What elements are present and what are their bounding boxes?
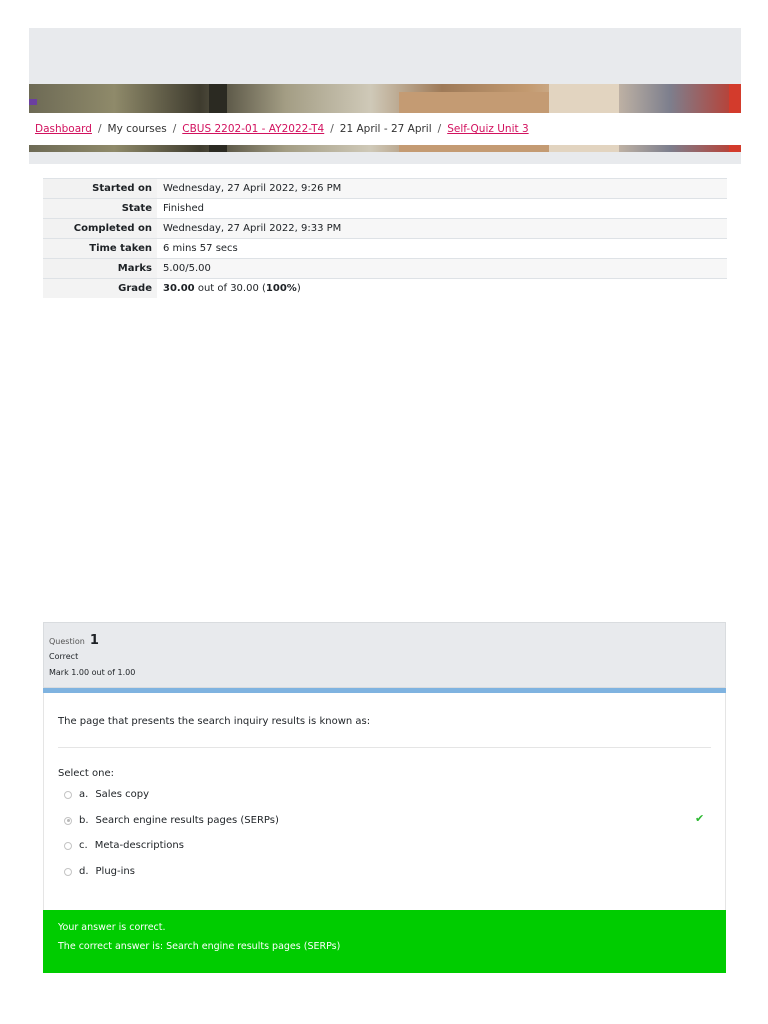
option-letter: b. [79, 815, 89, 826]
answer-option-b[interactable] [64, 815, 279, 826]
breadcrumb-dashboard[interactable]: Dashboard [35, 123, 92, 135]
question-mark: Mark 1.00 out of 1.00 [49, 668, 136, 677]
answer-option-d[interactable] [64, 866, 135, 877]
grade-score: 30.00 [163, 283, 195, 294]
summary-value: Wednesday, 27 April 2022, 9:26 PM [157, 179, 727, 199]
radio-d[interactable] [64, 868, 72, 876]
question-number-label: Question [49, 637, 85, 646]
question-number: 1 [89, 633, 99, 648]
breadcrumb-course[interactable]: CBUS 2202-01 - AY2022-T4 [182, 123, 325, 135]
summary-value: 6 mins 57 secs [157, 239, 727, 259]
question-info [43, 622, 726, 688]
grade-percent: 100% [265, 283, 297, 294]
answer-feedback [43, 910, 726, 973]
summary-label: Completed on [43, 219, 157, 239]
summary-value: Finished [157, 199, 727, 219]
option-letter: c. [79, 840, 88, 851]
answer-prompt: Select one: [58, 768, 115, 779]
breadcrumb [29, 113, 741, 145]
grade-out-of: out of 30.00 ( [194, 283, 266, 294]
correct-check-icon: ✔ [695, 812, 705, 825]
option-label: Sales copy [95, 789, 149, 800]
summary-label: Time taken [43, 239, 157, 259]
breadcrumb-separator: / [437, 123, 442, 135]
summary-row-state [43, 199, 727, 219]
feedback-correct-answer: The correct answer is: Search engine results pages (SERPs) [58, 941, 341, 952]
radio-c[interactable] [64, 842, 72, 850]
summary-value: Wednesday, 27 April 2022, 9:33 PM [157, 219, 727, 239]
summary-row-marks [43, 259, 727, 279]
question-divider [58, 747, 711, 748]
answer-option-a[interactable] [64, 789, 149, 800]
option-label: Plug-ins [95, 866, 135, 877]
option-letter: d. [79, 866, 89, 877]
radio-a[interactable] [64, 791, 72, 799]
breadcrumb-my-courses: My courses [107, 123, 167, 135]
option-label: Search engine results pages (SERPs) [95, 815, 279, 826]
breadcrumb-separator: / [172, 123, 177, 135]
summary-value: 5.00/5.00 [157, 259, 727, 279]
breadcrumb-separator: / [97, 123, 102, 135]
option-letter: a. [79, 789, 89, 800]
radio-b[interactable] [64, 817, 72, 825]
summary-label: State [43, 199, 157, 219]
breadcrumb-quiz[interactable]: Self-Quiz Unit 3 [447, 123, 529, 135]
option-label: Meta-descriptions [94, 840, 184, 851]
question-state: Correct [49, 652, 79, 661]
summary-value [157, 279, 727, 299]
grade-close: ) [296, 283, 301, 294]
feedback-correct-message: Your answer is correct. [58, 922, 166, 933]
summary-row-started-on [43, 179, 727, 199]
question-text: The page that presents the search inquiry results is known as: [58, 716, 371, 727]
breadcrumb-week: 21 April - 27 April [339, 123, 432, 135]
summary-label: Started on [43, 179, 157, 199]
answer-option-c[interactable] [64, 840, 184, 851]
summary-row-completed-on [43, 219, 727, 239]
question-content [43, 693, 726, 910]
banner-decor [29, 99, 37, 105]
summary-label: Grade [43, 279, 157, 299]
breadcrumb-separator: / [330, 123, 334, 135]
summary-row-grade [43, 279, 727, 299]
summary-row-time-taken [43, 239, 727, 259]
summary-label: Marks [43, 259, 157, 279]
attempt-summary-table [43, 178, 727, 298]
